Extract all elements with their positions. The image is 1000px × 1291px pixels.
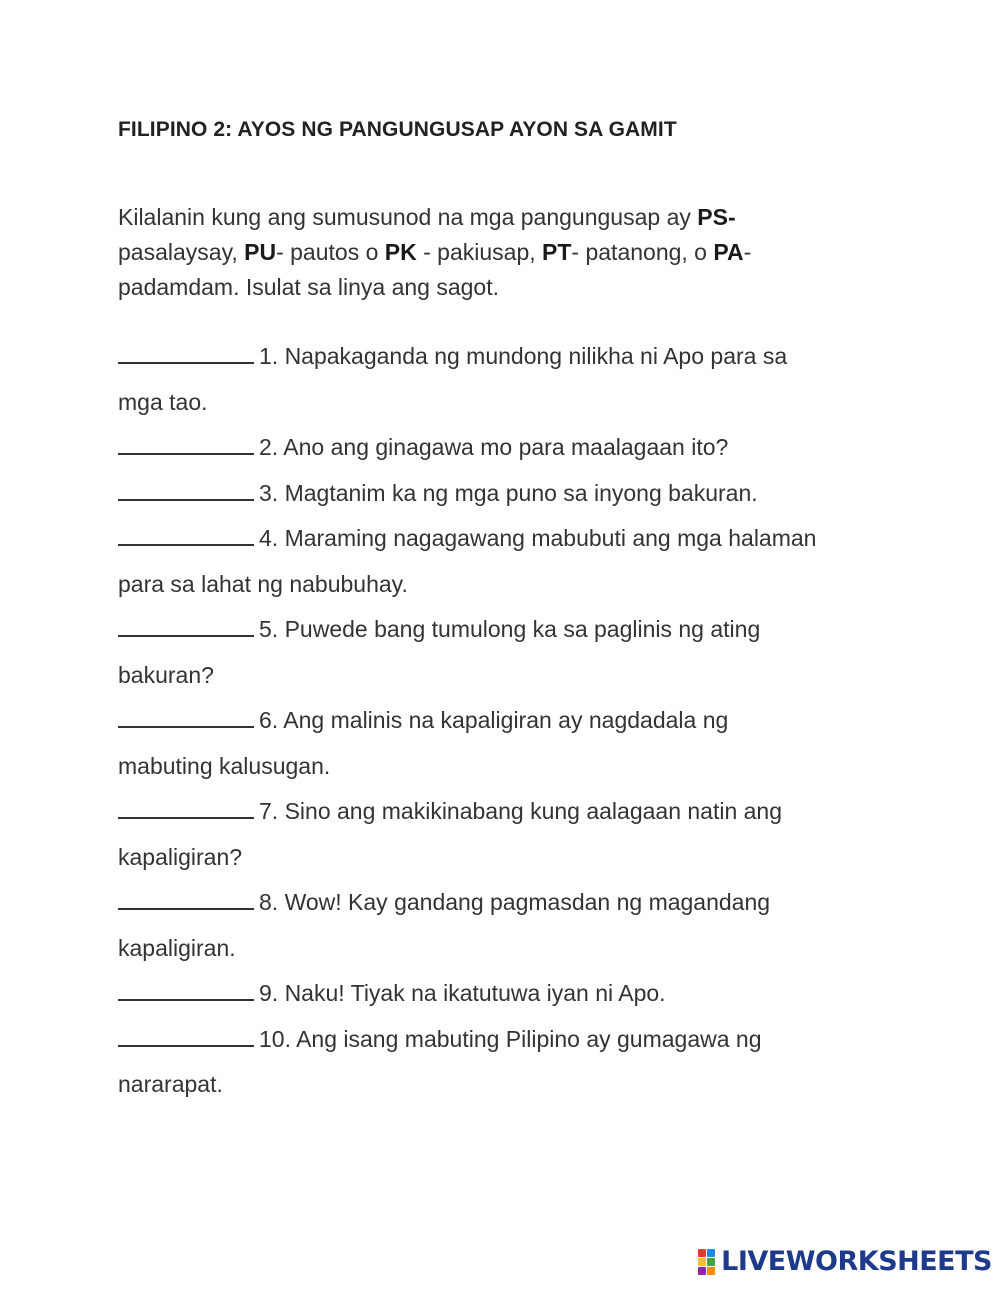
- logo-square: [707, 1258, 715, 1266]
- question-continuation: mga tao.: [118, 388, 208, 415]
- question-text: 6. Ang malinis na kapaligiran ay nagdadala ng: [259, 707, 729, 733]
- question-list: [118, 334, 898, 1108]
- question-line: [118, 334, 898, 380]
- question-text: 10. Ang isang mabuting Pilipino ay gumagawa ng: [259, 1025, 762, 1052]
- question-line: [118, 971, 898, 1017]
- code-pk: PK: [384, 239, 417, 265]
- question-line: [118, 516, 898, 562]
- question-continuation: mabuting kalusugan.: [118, 752, 331, 779]
- answer-blank[interactable]: [118, 344, 254, 364]
- liveworksheets-logo: [698, 1246, 992, 1277]
- instructions-pa-text: - padamdam. Isulat sa linya ang sagot.: [118, 239, 752, 300]
- question-continuation: kapaligiran?: [118, 843, 243, 870]
- question-text: 2. Ano ang ginagawa mo para maalagaan ito?: [259, 434, 729, 460]
- code-ps: PS-: [697, 204, 736, 230]
- answer-blank[interactable]: [118, 617, 254, 637]
- question-text: 8. Wow! Kay gandang pagmasdan ng magandang: [259, 889, 771, 915]
- answer-blank[interactable]: [118, 799, 254, 819]
- logo-square: [698, 1258, 706, 1266]
- instructions-pu-text: - pautos o: [276, 239, 385, 265]
- question-line: [118, 607, 898, 653]
- answer-blank[interactable]: [118, 981, 254, 1001]
- question-text: 4. Maraming nagagawang mabubuti ang mga halaman: [259, 525, 817, 551]
- answer-blank[interactable]: [118, 526, 254, 546]
- answer-blank[interactable]: [118, 1027, 254, 1047]
- logo-square: [698, 1267, 706, 1275]
- answer-blank[interactable]: [118, 890, 254, 910]
- question-line: [118, 698, 898, 744]
- code-pt: PT: [542, 239, 572, 265]
- answer-blank[interactable]: [118, 481, 254, 501]
- instructions-intro: Kilalanin kung ang sumusunod na mga pangungusap ay: [118, 204, 698, 230]
- question-text: 3. Magtanim ka ng mga puno sa inyong bakuran.: [259, 479, 758, 506]
- logo-square: [707, 1267, 715, 1275]
- question-text: 1. Napakaganda ng mundong nilikha ni Apo para sa: [259, 343, 788, 369]
- question-text: 5. Puwede bang tumulong ka sa paglinis ng ating: [259, 616, 761, 642]
- code-pa: PA: [713, 239, 744, 265]
- question-continuation: bakuran?: [118, 661, 214, 688]
- question-text: 9. Naku! Tiyak na ikatutuwa iyan ni Apo.: [259, 980, 666, 1006]
- instructions-pk-text: - pakiusap,: [416, 239, 543, 265]
- instructions-pt-text: - patanong, o: [571, 239, 714, 265]
- logo-mark-icon: [698, 1249, 715, 1275]
- answer-blank[interactable]: [118, 435, 254, 455]
- logo-square: [707, 1249, 715, 1257]
- question-line: [118, 1017, 898, 1063]
- question-line: [118, 425, 898, 471]
- question-continuation: para sa lahat ng nabubuhay.: [118, 570, 408, 597]
- question-line: [118, 789, 898, 835]
- code-pu: PU: [244, 239, 277, 265]
- question-text: 7. Sino ang makikinabang kung aalagaan natin ang: [259, 798, 783, 824]
- worksheet-title: FILIPINO 2: AYOS NG PANGUNGUSAP AYON SA GAMIT: [118, 118, 677, 141]
- question-continuation: nararapat.: [118, 1071, 223, 1097]
- question-continuation: kapaligiran.: [118, 934, 236, 961]
- instructions: [118, 200, 818, 305]
- question-line: [118, 880, 898, 926]
- logo-text: LIVEWORKSHEETS: [721, 1246, 992, 1277]
- answer-blank[interactable]: [118, 708, 254, 728]
- instructions-ps-text: pasalaysay,: [118, 239, 245, 265]
- question-line: [118, 471, 898, 517]
- logo-square: [698, 1249, 706, 1257]
